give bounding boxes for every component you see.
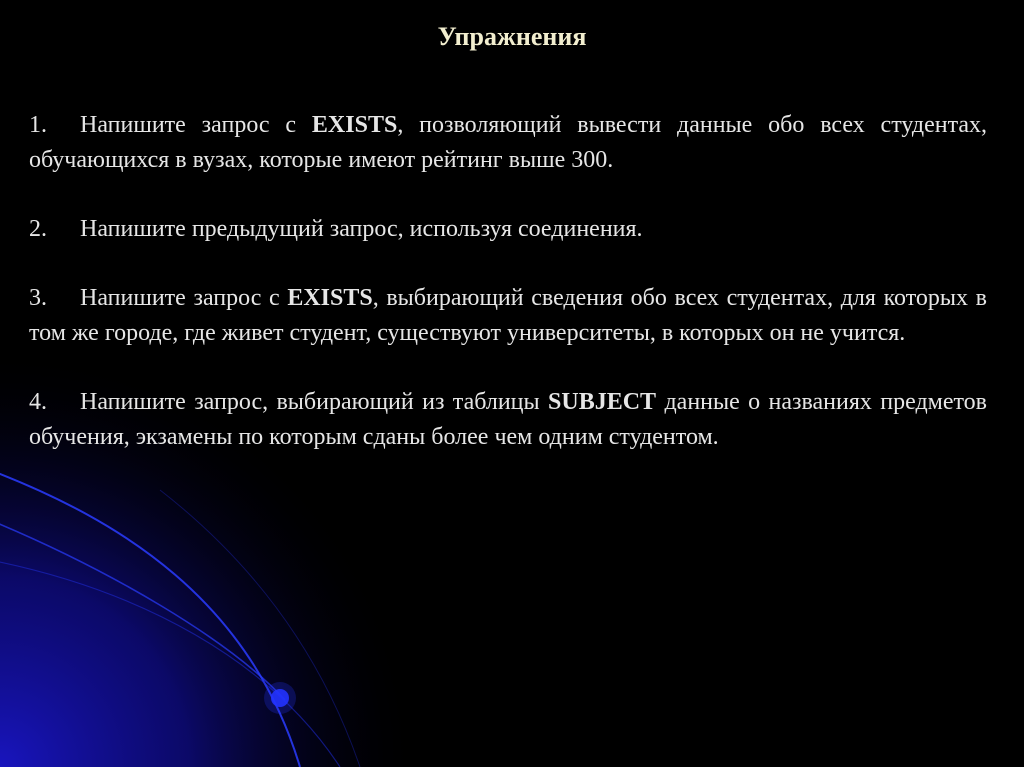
exercise-text: Напишите запрос, выбирающий из таблицы	[80, 389, 549, 415]
exercise-number: 1.	[29, 112, 47, 138]
slide-title: Упражнения	[437, 22, 587, 51]
exercise-item	[29, 212, 987, 247]
glow-dot-halo	[264, 682, 296, 714]
exercise-item	[29, 108, 987, 178]
exercise-text: Напишите предыдущий запрос, используя соединения.	[80, 216, 643, 242]
exercise-text: Напишите запрос с	[80, 112, 312, 138]
exercise-text: , позволяющий вывести данные обо всех студентах, обучающихся в вузах, которые имеют рейтинг выше 300.	[29, 112, 988, 173]
exercise-item	[29, 281, 987, 351]
exercise-number: 3.	[29, 285, 47, 311]
keyword: EXISTS	[311, 112, 398, 138]
exercise-text: , выбирающий сведения обо всех студентах, для которых в том же городе, где живет студент, существуют университеты, в которых он не учится.	[29, 285, 987, 346]
exercise-text: данные о названиях предметов обучения, экзамены по которым сданы более чем одним студентом.	[29, 389, 988, 450]
exercise-item	[29, 385, 987, 455]
exercise-number: 4.	[29, 389, 47, 415]
exercise-number: 2.	[29, 216, 47, 242]
keyword: SUBJECT	[548, 389, 657, 415]
exercise-text: Напишите запрос с	[80, 285, 288, 311]
exercise-list	[29, 108, 987, 489]
keyword: EXISTS	[287, 285, 373, 311]
